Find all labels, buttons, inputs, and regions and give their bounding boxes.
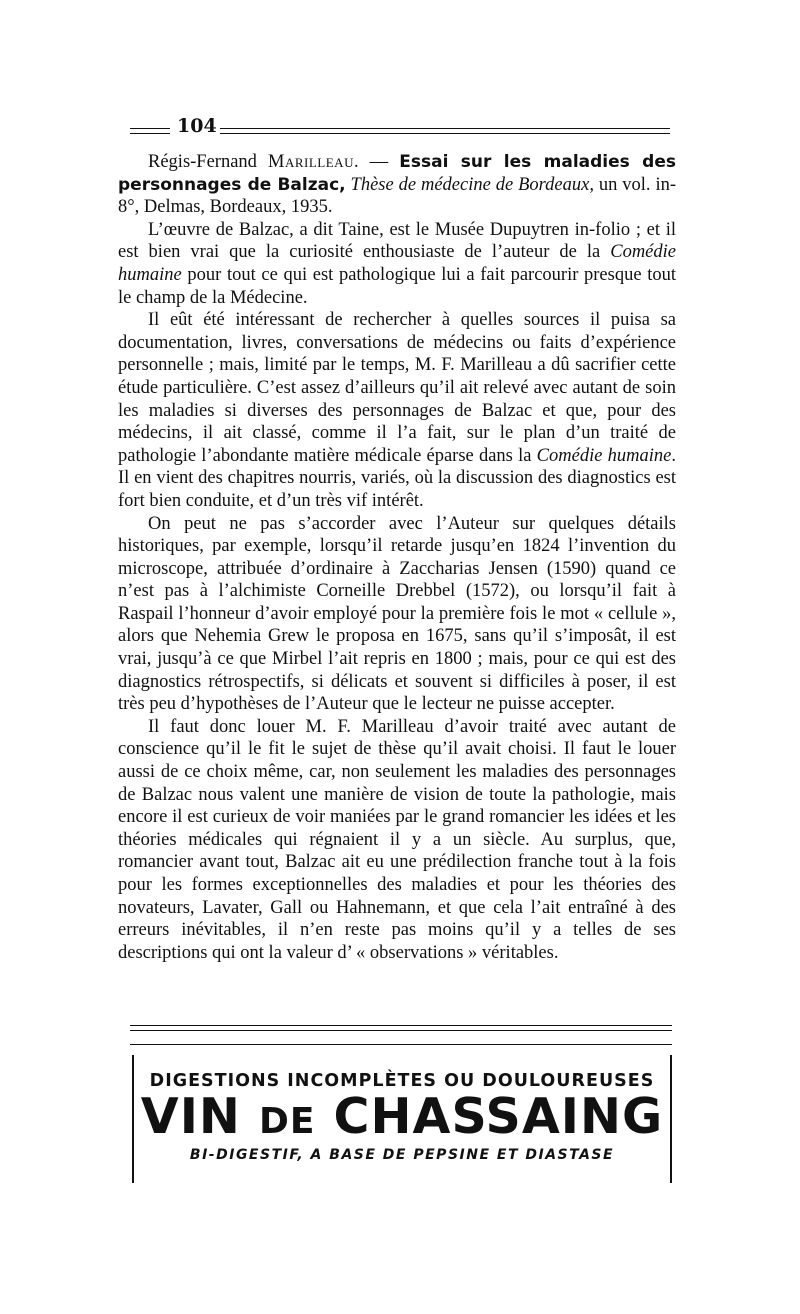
book-title: Essai sur les maladies des personnages de Balzac, <box>118 152 676 195</box>
advert-product-name <box>134 1087 670 1152</box>
page-header <box>130 115 670 138</box>
separator-rule-2 <box>130 1030 672 1031</box>
author-last-name: Marilleau <box>268 152 354 172</box>
header-rule-right-2 <box>208 133 670 134</box>
paragraph-2-text-a: Il eût été intéressant de rechercher à quelles sources il puisa sa documentation, livres, conversations de médecins ou faits d’expérience personnelle ; mais, limité par le temps, M. F. Marilleau a dû sacrifier cette étude particulière. C’est assez d’ailleurs qu’il ait relevé avec autant de soin les maladies si diverses des personnages de Balzac et que, pour des médecins, il ait classé, comme il l’a fait, sur le plan d’un traité de pathologie l’abondante matière médicale éparse dans la <box>118 310 676 466</box>
advert-product-chassaing: CHASSAING <box>315 1088 664 1145</box>
paragraph-1-text-b: pour tout ce qui est pathologique lui a fait parcourir presque tout le champ de la Médecine. <box>118 264 676 308</box>
paragraph-2-italic: Comédie humaine <box>536 445 672 466</box>
paragraph-1 <box>118 219 676 309</box>
thesis-note: Thèse de médecine de Bordeaux, <box>350 174 594 195</box>
entry-dash: . — <box>353 152 400 172</box>
paragraph-3: On peut ne pas s’accorder avec l’Auteur sur quelques détails historiques, par exemple, lorsqu’il retarde jusqu’en 1824 l’invention du microscope, attribuée d’ordinaire à Zaccharias Jensen (1590) quand ce n’est pas à l’alchimiste Corneille Drebbel (1572), ou lorsqu’il fait à Raspail l’honneur d’avoir employé pour la première fois le mot « cellule », alors que Nehemia Grew le proposa en 1675, sans qu’il s’imposât, il est vrai, jusqu’à ce que Mirbel l’ait repris en 1800 ; mais, pour ce qui est des diagnostics rétrospectifs, si délicats et souvent si difficiles à poser, il est très peu d’hypothèses de l’Auteur que le lecteur ne puisse accepter. <box>118 513 676 715</box>
header-rule-right-1 <box>208 128 670 129</box>
paragraph-2-text-b: . Il en vient des chapitres nourris, variés, où la discussion des diagnostics est fort bien conduite, et d’un très vif intérêt. <box>118 445 676 511</box>
advert-subtitle: BI-DIGESTIF, A BASE DE PEPSINE ET DIASTASE <box>189 1147 615 1163</box>
separator-rule-1 <box>130 1025 672 1026</box>
bibliographic-entry <box>118 151 676 219</box>
advert-product-vin: VIN <box>140 1088 260 1145</box>
advertisement <box>132 1055 672 1183</box>
publication-info: un vol. in-8°, Delmas, Bordeaux, 1935. <box>118 174 676 218</box>
advert-product-de: DE <box>259 1101 316 1142</box>
header-rule-left-1 <box>130 128 170 129</box>
page-number: 104 <box>174 115 220 137</box>
author-first-name: Régis-Fernand <box>148 152 269 172</box>
paragraph-1-text-a: L’œuvre de Balzac, a dit Taine, est le Musée Dupuytren in-folio ; et il est bien vrai que la curiosité enthousiaste de l’auteur de la <box>118 219 676 263</box>
paragraph-1-italic: Comédie humaine <box>118 242 676 285</box>
paragraph-4: Il faut donc louer M. F. Marilleau d’avoir traité avec autant de conscience qu’il le fit le sujet de thèse qu’il avait choisi. Il faut le louer aussi de ce choix même, car, non seulement les maladies des personnages de Balzac nous valent une manière de vision de toute la pathologie, mais encore il est curieux de voir maniées par le grand romancier les idées et les théories médicales qui régnaient il y a un siècle. Au surplus, que, romancier avant tout, Balzac ait eu une prédilection franche tout à la fois pour les formes exceptionnelles des maladies et pour les théories des novateurs, Lavater, Gall ou Hahnemann, et que cela l’ait entraîné à des erreurs inévitables, il n’en reste pas moins qu’il y a telles de ses descriptions qui ont la valeur d’ « observations » véritables. <box>118 716 676 963</box>
header-rule-left-2 <box>130 133 170 134</box>
paragraph-2 <box>118 309 676 512</box>
review-text <box>118 151 676 964</box>
separator-rule-3 <box>130 1044 672 1045</box>
advert-tagline: DIGESTIONS INCOMPLÈTES OU DOULOUREUSES <box>149 1071 655 1091</box>
